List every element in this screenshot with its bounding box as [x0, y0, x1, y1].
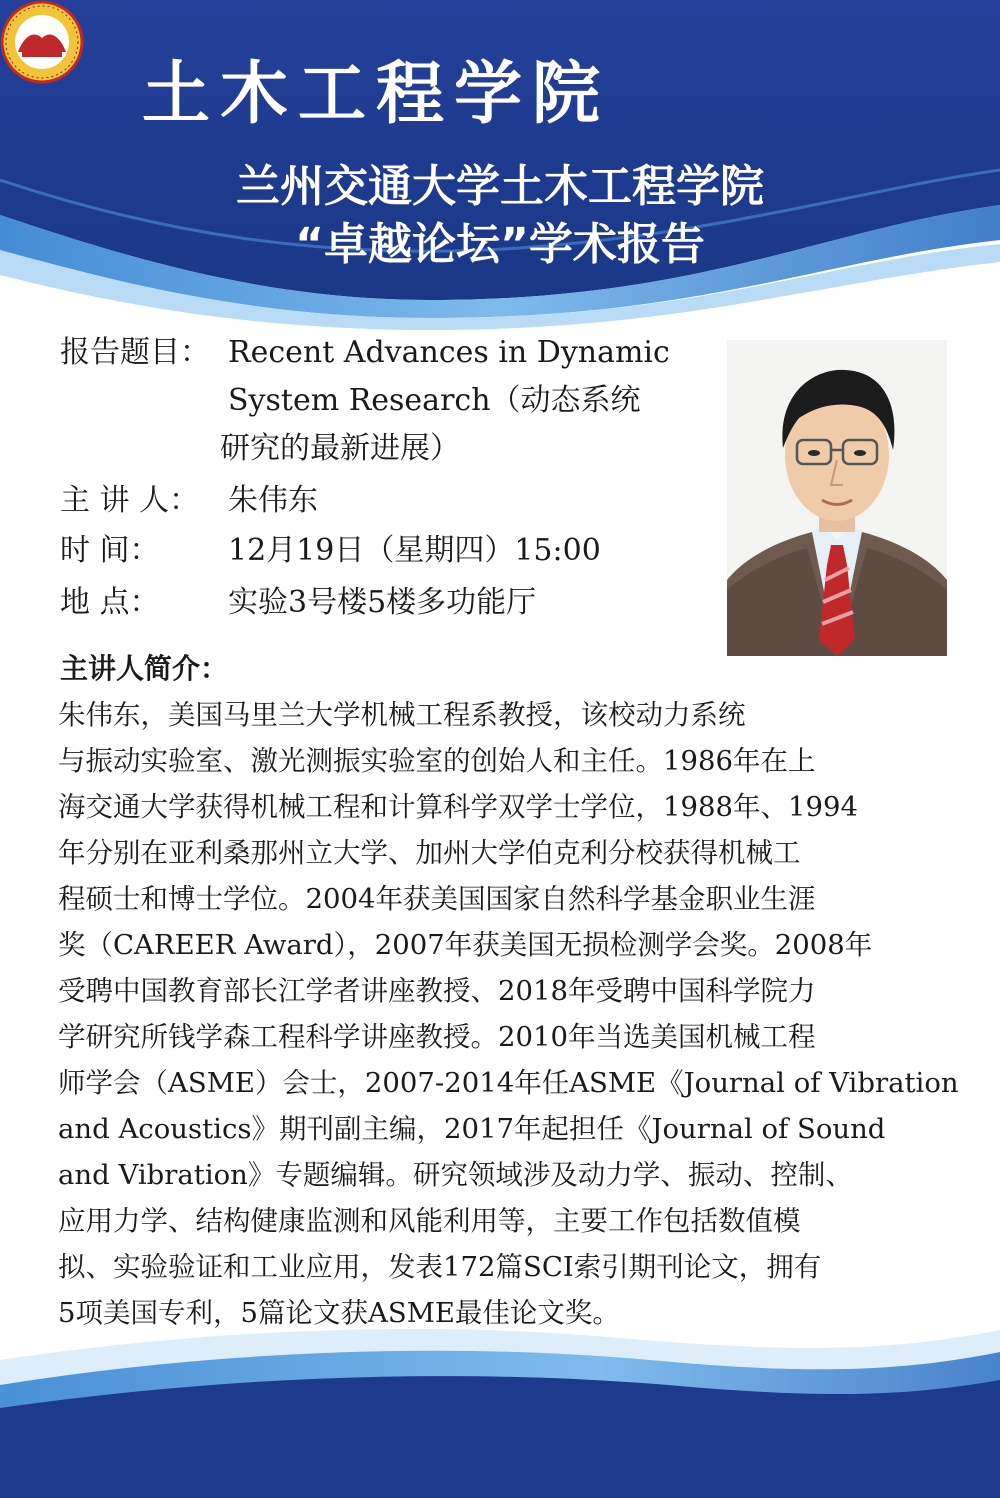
topic-line3: 研究的最新进展）	[220, 431, 460, 466]
speaker-portrait-icon	[727, 340, 947, 656]
bio-line: and Acoustics》期刊副主编，2017年起担任《Journal of Sound	[58, 1113, 886, 1145]
topic-row	[60, 330, 228, 376]
bio-heading: 主讲人简介：	[60, 652, 229, 685]
time-label: 时 间：	[60, 533, 160, 568]
time-row	[60, 528, 601, 574]
bio-line: 程硕士和博士学位。2004年获美国国家自然科学基金职业生涯	[58, 883, 816, 915]
headline-line2: “卓越论坛”学术报告	[295, 219, 705, 270]
bio-line: 奖（CAREER Award），2007年获美国无损检测学会奖。2008年	[58, 929, 873, 961]
header-banner	[0, 0, 1000, 330]
bio-line: 受聘中国教育部长江学者讲座教授、2018年受聘中国科学院力	[58, 975, 816, 1007]
bio-line: 拟、实验验证和工业应用，发表172篇SCI索引期刊论文，拥有	[58, 1251, 822, 1283]
topic-line1: Recent Advances in Dynamic	[228, 335, 670, 370]
place-row	[60, 580, 536, 626]
bio-line: 海交通大学获得机械工程和计算科学双学士学位，1988年、1994	[58, 791, 858, 823]
speaker-label: 主 讲 人：	[60, 483, 200, 518]
bio-line: and Vibration》专题编辑。研究领域涉及动力学、振动、控制、	[58, 1159, 853, 1191]
bio-line: 师学会（ASME）会士，2007-2014年任ASME《Journal of Vibration	[58, 1067, 959, 1099]
topic-label: 报告题目：	[60, 335, 210, 370]
headline-line1: 兰州交通大学土木工程学院	[236, 161, 764, 212]
bio-line: 应用力学、结构健康监测和风能利用等，主要工作包括数值模	[58, 1205, 801, 1237]
speaker-row	[60, 478, 318, 524]
bio-line: 5项美国专利，5篇论文获ASME最佳论文奖。	[58, 1297, 620, 1329]
place-value: 实验3号楼5楼多功能厅	[228, 585, 537, 620]
speaker-name: 朱伟东	[228, 483, 318, 518]
bio-line: 朱伟东，美国马里兰大学机械工程系教授，该校动力系统	[58, 699, 746, 731]
college-name: 土木工程学院	[142, 54, 611, 134]
time-value: 12月19日（星期四）15:00	[228, 533, 601, 568]
bio-line: 年分别在亚利桑那州立大学、加州大学伯克利分校获得机械工	[58, 837, 801, 869]
bio-line: 学研究所钱学森工程科学讲座教授。2010年当选美国机械工程	[58, 1021, 816, 1053]
place-label: 地 点：	[60, 585, 160, 620]
topic-line2: System Research（动态系统	[228, 383, 641, 418]
college-logo-icon	[0, 0, 84, 84]
footer-wave	[0, 1290, 1000, 1498]
bio-line: 与振动实验室、激光测振实验室的创始人和主任。1986年在上	[58, 745, 816, 777]
